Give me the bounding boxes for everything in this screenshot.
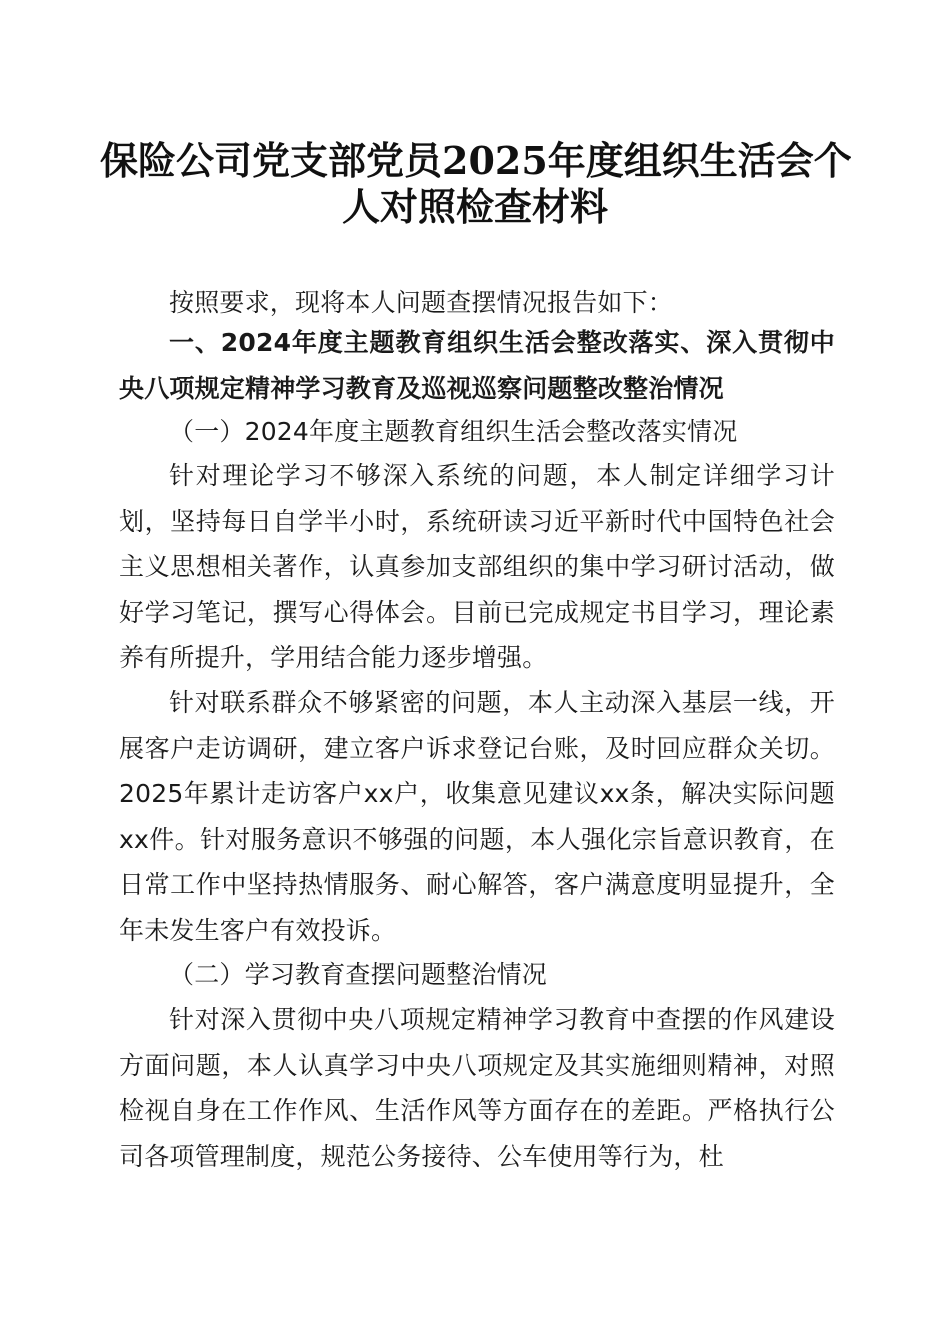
body-paragraph-2: 针对联系群众不够紧密的问题，本人主动深入基层一线，开展客户走访调研，建立客户诉求登记台账，及时回应群众关切。2025年累计走访客户xx户，收集意见建议xx条，解决实际问题xx件。针对服务意识不够强的问题，本人强化宗旨意识教育，在日常工作中坚持热情服务、耐心解答，客户满意度明显提升，全年未发生客户有效投诉。 xyxy=(119,688,835,945)
document-title-line-1: 保险公司党支部党员2025年度组织生活会个 xyxy=(100,138,852,183)
document-title-line-2: 人对照检查材料 xyxy=(341,184,608,229)
subsection-2-heading: （二）学习教育查摆问题整治情况 xyxy=(169,960,548,989)
body-paragraph-1: 针对理论学习不够深入系统的问题，本人制定详细学习计划，坚持每日自学半小时，系统研读习近平新时代中国特色社会主义思想相关著作，认真参加支部组织的集中学习研讨活动，做好学习笔记，撰写心得体会。目前已完成规定书目学习，理论素养有所提升，学用结合能力逐步增强。 xyxy=(119,461,835,672)
intro-paragraph: 按照要求，现将本人问题查摆情况报告如下： xyxy=(169,288,674,317)
section-1-heading: 一、2024年度主题教育组织生活会整改落实、深入贯彻中央八项规定精神学习教育及巡视巡察问题整改整治情况 xyxy=(119,328,835,403)
body-paragraph-3: 针对深入贯彻中央八项规定精神学习教育中查摆的作风建设方面问题，本人认真学习中央八项规定及其实施细则精神，对照检视自身在工作作风、生活作风等方面存在的差距。严格执行公司各项管理制度，规范公务接待、公车使用等行为，杜 xyxy=(119,1005,835,1171)
subsection-1-heading: （一）2024年度主题教育组织生活会整改落实情况 xyxy=(169,417,738,446)
